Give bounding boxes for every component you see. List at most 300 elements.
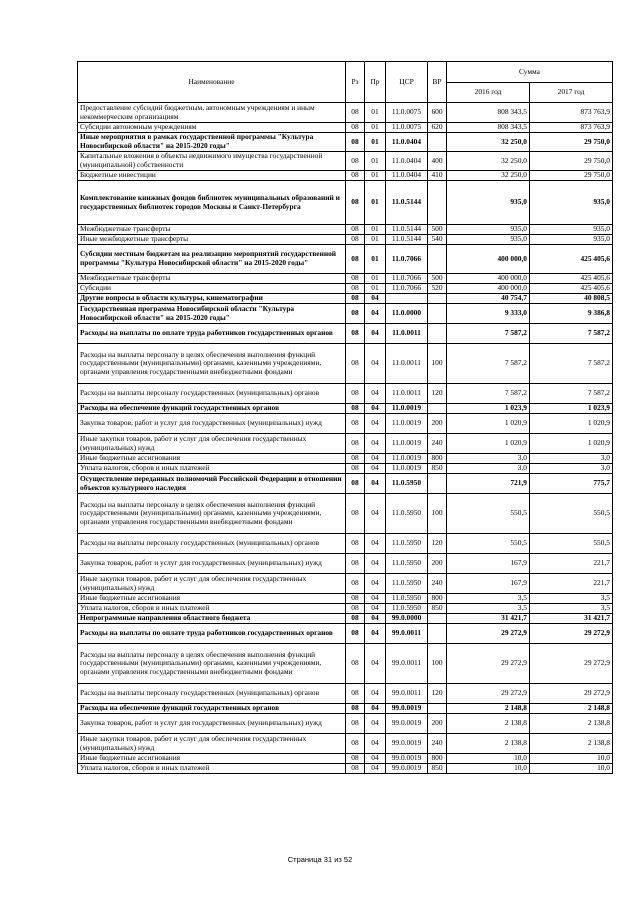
cell-rz: 08 — [346, 434, 365, 454]
table-row — [78, 604, 613, 614]
cell-rz: 08 — [346, 304, 365, 324]
cell-name: Закупка товаров, работ и услуг для государственных (муниципальных) нужд — [78, 414, 346, 434]
table-row — [78, 704, 613, 714]
cell-vr: 200 — [428, 714, 447, 734]
cell-csr — [386, 294, 428, 304]
header-vr: ВР — [428, 62, 447, 103]
cell-name: Капитальные вложения в объекты недвижимого имущества государственной (муниципальной) собственности — [78, 152, 346, 171]
cell-pr: 01 — [365, 133, 386, 152]
cell-name: Расходы на выплаты персоналу государственных (муниципальных) органов — [78, 384, 346, 404]
cell-pr: 04 — [365, 454, 386, 464]
table-row — [78, 304, 613, 324]
cell-rz: 08 — [346, 604, 365, 614]
cell-csr: 11.0.0019 — [386, 434, 428, 454]
cell-csr: 11.0.5950 — [386, 594, 428, 604]
cell-sum-2017: 3,5 — [530, 604, 613, 614]
table-row — [78, 284, 613, 294]
table-row — [78, 171, 613, 181]
cell-name: Расходы на выплаты персоналу в целях обеспечения выполнения функций государственными (муниципальными) органами, казенными учреждениями, органами управления государственными внебюджетными фондами — [78, 644, 346, 684]
cell-csr: 99.0.0011 — [386, 624, 428, 644]
cell-vr: 120 — [428, 684, 447, 704]
table-row — [78, 344, 613, 384]
cell-csr: 99.0.0019 — [386, 714, 428, 734]
cell-csr: 11.0.0404 — [386, 171, 428, 181]
cell-pr: 04 — [365, 734, 386, 754]
cell-rz: 08 — [346, 644, 365, 684]
table-row — [78, 624, 613, 644]
cell-sum-2017: 29 272,9 — [530, 644, 613, 684]
table-row — [78, 133, 613, 152]
cell-csr: 11.0.0019 — [386, 414, 428, 434]
cell-pr: 01 — [365, 274, 386, 284]
cell-rz: 08 — [346, 235, 365, 245]
cell-csr: 11.0.0404 — [386, 133, 428, 152]
cell-pr: 04 — [365, 414, 386, 434]
cell-csr: 11.0.5950 — [386, 474, 428, 494]
cell-sum-2017: 3,5 — [530, 594, 613, 604]
cell-csr: 99.0.0019 — [386, 754, 428, 764]
cell-sum-2017: 7 587,2 — [530, 344, 613, 384]
cell-vr: 850 — [428, 464, 447, 474]
cell-pr: 04 — [365, 754, 386, 764]
cell-csr: 11.0.5144 — [386, 181, 428, 225]
cell-name: Расходы на выплаты персоналу в целях обеспечения выполнения функций государственными (муниципальными) органами, казенными учреждениями, органами управления государственными внебюджетными фондами — [78, 494, 346, 534]
table-row — [78, 454, 613, 464]
table-row — [78, 714, 613, 734]
cell-pr: 04 — [365, 304, 386, 324]
cell-rz: 08 — [346, 614, 365, 624]
cell-pr: 04 — [365, 614, 386, 624]
cell-sum-2017: 935,0 — [530, 225, 613, 235]
table-row — [78, 464, 613, 474]
cell-name: Иные закупки товаров, работ и услуг для обеспечения государственных (муниципальных) нужд — [78, 434, 346, 454]
cell-sum-2017: 29 272,9 — [530, 684, 613, 704]
table-row — [78, 594, 613, 604]
cell-rz: 08 — [346, 123, 365, 133]
table-row — [78, 614, 613, 624]
cell-name: Государственная программа Новосибирской области "Культура Новосибирской области" на 2015-2020 годы" — [78, 304, 346, 324]
cell-sum-2017: 775,7 — [530, 474, 613, 494]
cell-csr: 99.0.0011 — [386, 684, 428, 704]
table-row — [78, 534, 613, 554]
cell-pr: 01 — [365, 225, 386, 235]
cell-sum-2016: 1 020,9 — [447, 414, 530, 434]
cell-pr: 04 — [365, 344, 386, 384]
cell-pr: 04 — [365, 434, 386, 454]
cell-name: Комплектование книжных фондов библиотек муниципальных образований и государственных библиотек городов Москвы и Санкт-Петербурга — [78, 181, 346, 225]
cell-sum-2016: 2 148,8 — [447, 704, 530, 714]
cell-name: Уплата налогов, сборов и иных платежей — [78, 764, 346, 774]
cell-sum-2016: 2 138,8 — [447, 734, 530, 754]
header-pr: Пр — [365, 62, 386, 103]
table-row — [78, 103, 613, 123]
cell-sum-2016: 2 138,8 — [447, 714, 530, 734]
cell-sum-2016: 10,0 — [447, 764, 530, 774]
cell-sum-2017: 1 020,9 — [530, 414, 613, 434]
table-row — [78, 152, 613, 171]
cell-pr: 04 — [365, 384, 386, 404]
cell-sum-2017: 29 272,9 — [530, 624, 613, 644]
cell-pr: 04 — [365, 324, 386, 344]
cell-name: Межбюджетные трансферты — [78, 274, 346, 284]
header-name: Наименование — [78, 62, 346, 103]
cell-vr: 620 — [428, 123, 447, 133]
cell-sum-2016: 40 754,7 — [447, 294, 530, 304]
cell-rz: 08 — [346, 534, 365, 554]
cell-pr: 01 — [365, 152, 386, 171]
cell-sum-2017: 873 763,9 — [530, 123, 613, 133]
cell-csr: 99.0.0019 — [386, 764, 428, 774]
cell-sum-2016: 3,0 — [447, 464, 530, 474]
cell-rz: 08 — [346, 464, 365, 474]
cell-name: Закупка товаров, работ и услуг для государственных (муниципальных) нужд — [78, 714, 346, 734]
table-row — [78, 684, 613, 704]
cell-sum-2016: 31 421,7 — [447, 614, 530, 624]
cell-csr: 11.0.5144 — [386, 225, 428, 235]
cell-vr — [428, 304, 447, 324]
cell-rz: 08 — [346, 414, 365, 434]
cell-pr: 04 — [365, 624, 386, 644]
cell-name: Межбюджетные трансферты — [78, 225, 346, 235]
cell-sum-2016: 3,5 — [447, 604, 530, 614]
cell-sum-2017: 550,5 — [530, 494, 613, 534]
cell-pr: 04 — [365, 474, 386, 494]
cell-sum-2016: 3,0 — [447, 454, 530, 464]
table-row — [78, 235, 613, 245]
cell-name: Расходы на выплаты персоналу государственных (муниципальных) органов — [78, 534, 346, 554]
cell-pr: 01 — [365, 284, 386, 294]
cell-sum-2017: 1 023,9 — [530, 404, 613, 414]
header-rz: Рз — [346, 62, 365, 103]
cell-pr: 01 — [365, 181, 386, 225]
cell-rz: 08 — [346, 103, 365, 123]
table-row — [78, 181, 613, 225]
cell-csr: 11.0.0000 — [386, 304, 428, 324]
table-row — [78, 404, 613, 414]
table-row — [78, 764, 613, 774]
cell-pr: 01 — [365, 171, 386, 181]
cell-pr: 04 — [365, 554, 386, 574]
cell-csr: 11.0.0019 — [386, 454, 428, 464]
table-row — [78, 644, 613, 684]
cell-vr — [428, 294, 447, 304]
table-row — [78, 734, 613, 754]
cell-pr: 04 — [365, 704, 386, 714]
cell-rz: 08 — [346, 494, 365, 534]
cell-name: Иные бюджетные ассигнования — [78, 454, 346, 464]
cell-rz: 08 — [346, 171, 365, 181]
cell-name: Иные межбюджетные трансферты — [78, 235, 346, 245]
cell-rz: 08 — [346, 404, 365, 414]
cell-name: Уплата налогов, сборов и иных платежей — [78, 604, 346, 614]
cell-csr: 11.0.0075 — [386, 103, 428, 123]
cell-vr — [428, 474, 447, 494]
cell-vr: 240 — [428, 574, 447, 594]
cell-vr: 800 — [428, 594, 447, 604]
cell-rz: 08 — [346, 474, 365, 494]
cell-sum-2016: 1 020,9 — [447, 434, 530, 454]
cell-sum-2016: 32 250,0 — [447, 152, 530, 171]
cell-sum-2017: 3,0 — [530, 464, 613, 474]
cell-sum-2016: 808 343,5 — [447, 123, 530, 133]
cell-pr: 04 — [365, 294, 386, 304]
cell-sum-2017: 1 020,9 — [530, 434, 613, 454]
cell-csr: 99.0.0000 — [386, 614, 428, 624]
cell-vr: 120 — [428, 384, 447, 404]
cell-name: Бюджетные инвестиции — [78, 171, 346, 181]
cell-csr: 11.0.0011 — [386, 384, 428, 404]
table-body — [78, 103, 613, 774]
cell-name: Расходы на выплаты по оплате труда работников государственных органов — [78, 624, 346, 644]
cell-rz: 08 — [346, 764, 365, 774]
cell-vr: 200 — [428, 554, 447, 574]
cell-sum-2016: 29 272,9 — [447, 624, 530, 644]
cell-csr: 11.0.5950 — [386, 554, 428, 574]
cell-name: Иные бюджетные ассигнования — [78, 594, 346, 604]
cell-sum-2016: 808 343,5 — [447, 103, 530, 123]
cell-rz: 08 — [346, 714, 365, 734]
cell-sum-2017: 221,7 — [530, 574, 613, 594]
cell-pr: 01 — [365, 123, 386, 133]
cell-name: Расходы на выплаты по оплате труда работников государственных органов — [78, 324, 346, 344]
cell-name: Предоставление субсидий бюджетным, автономным учреждениям и иным некоммерческим организациям — [78, 103, 346, 123]
cell-sum-2016: 167,9 — [447, 574, 530, 594]
table-row — [78, 384, 613, 404]
cell-vr: 520 — [428, 284, 447, 294]
table-row — [78, 225, 613, 235]
cell-pr: 04 — [365, 714, 386, 734]
cell-sum-2017: 221,7 — [530, 554, 613, 574]
table-header — [78, 62, 613, 103]
cell-sum-2016: 550,5 — [447, 534, 530, 554]
cell-rz: 08 — [346, 294, 365, 304]
cell-rz: 08 — [346, 225, 365, 235]
cell-sum-2016: 935,0 — [447, 181, 530, 225]
table-row — [78, 574, 613, 594]
table-row — [78, 123, 613, 133]
cell-vr: 240 — [428, 434, 447, 454]
cell-sum-2017: 7 587,2 — [530, 324, 613, 344]
cell-csr: 11.0.0011 — [386, 324, 428, 344]
cell-vr: 240 — [428, 734, 447, 754]
cell-name: Иные мероприятия в рамках государственной программы "Культура Новосибирской области" на 2015-2020 годы" — [78, 133, 346, 152]
cell-sum-2017: 935,0 — [530, 181, 613, 225]
cell-sum-2016: 3,5 — [447, 594, 530, 604]
cell-vr: 850 — [428, 764, 447, 774]
cell-pr: 04 — [365, 604, 386, 614]
cell-vr: 500 — [428, 274, 447, 284]
cell-sum-2016: 7 587,2 — [447, 384, 530, 404]
cell-pr: 04 — [365, 494, 386, 534]
cell-name: Расходы на обеспечение функций государственных органов — [78, 704, 346, 714]
cell-rz: 08 — [346, 181, 365, 225]
cell-sum-2017: 2 138,8 — [530, 734, 613, 754]
cell-name: Иные закупки товаров, работ и услуг для обеспечения государственных (муниципальных) нужд — [78, 574, 346, 594]
cell-sum-2016: 9 333,0 — [447, 304, 530, 324]
cell-vr — [428, 133, 447, 152]
cell-name: Уплата налогов, сборов и иных платежей — [78, 464, 346, 474]
cell-name: Иные закупки товаров, работ и услуг для обеспечения государственных (муниципальных) нужд — [78, 734, 346, 754]
table-row — [78, 494, 613, 534]
cell-sum-2017: 935,0 — [530, 235, 613, 245]
cell-name: Расходы на выплаты персоналу в целях обеспечения выполнения функций государственными (муниципальными) органами, казенными учреждениями, органами управления государственными внебюджетными фондами — [78, 344, 346, 384]
cell-name: Субсидии автономным учреждениям — [78, 123, 346, 133]
table-row — [78, 754, 613, 764]
cell-vr: 100 — [428, 644, 447, 684]
cell-name: Расходы на обеспечение функций государственных органов — [78, 404, 346, 414]
cell-vr: 410 — [428, 171, 447, 181]
cell-sum-2017: 425 405,6 — [530, 245, 613, 274]
cell-pr: 01 — [365, 245, 386, 274]
cell-rz: 08 — [346, 704, 365, 714]
cell-csr: 11.0.0404 — [386, 152, 428, 171]
cell-rz: 08 — [346, 284, 365, 294]
cell-sum-2017: 10,0 — [530, 754, 613, 764]
cell-sum-2017: 3,0 — [530, 454, 613, 464]
cell-name: Субсидии — [78, 284, 346, 294]
cell-pr: 04 — [365, 764, 386, 774]
cell-vr: 100 — [428, 494, 447, 534]
cell-rz: 08 — [346, 324, 365, 344]
cell-sum-2016: 935,0 — [447, 235, 530, 245]
cell-csr: 11.0.5950 — [386, 494, 428, 534]
cell-rz: 08 — [346, 624, 365, 644]
cell-csr: 11.0.5950 — [386, 604, 428, 614]
table-row — [78, 414, 613, 434]
cell-name: Закупка товаров, работ и услуг для государственных (муниципальных) нужд — [78, 554, 346, 574]
cell-csr: 11.0.7066 — [386, 245, 428, 274]
cell-rz: 08 — [346, 754, 365, 764]
cell-sum-2016: 32 250,0 — [447, 133, 530, 152]
cell-vr — [428, 624, 447, 644]
cell-pr: 04 — [365, 464, 386, 474]
cell-name: Расходы на выплаты персоналу государственных (муниципальных) органов — [78, 684, 346, 704]
cell-vr: 400 — [428, 152, 447, 171]
cell-sum-2016: 721,9 — [447, 474, 530, 494]
cell-name: Другие вопросы в области культуры, кинематографии — [78, 294, 346, 304]
cell-rz: 08 — [346, 554, 365, 574]
cell-sum-2017: 9 386,8 — [530, 304, 613, 324]
table-row — [78, 554, 613, 574]
cell-sum-2017: 29 750,0 — [530, 133, 613, 152]
cell-rz: 08 — [346, 245, 365, 274]
cell-pr: 04 — [365, 574, 386, 594]
cell-vr — [428, 181, 447, 225]
cell-rz: 08 — [346, 594, 365, 604]
cell-pr: 04 — [365, 644, 386, 684]
table-row — [78, 245, 613, 274]
cell-sum-2017: 2 148,8 — [530, 704, 613, 714]
cell-csr: 11.0.5950 — [386, 534, 428, 554]
cell-vr: 100 — [428, 344, 447, 384]
cell-csr: 11.0.7066 — [386, 274, 428, 284]
cell-sum-2017: 40 808,5 — [530, 294, 613, 304]
cell-csr: 11.0.0019 — [386, 464, 428, 474]
cell-vr: 600 — [428, 103, 447, 123]
cell-pr: 04 — [365, 594, 386, 604]
cell-rz: 08 — [346, 152, 365, 171]
cell-vr — [428, 324, 447, 344]
cell-csr: 11.0.5144 — [386, 235, 428, 245]
cell-sum-2017: 873 763,9 — [530, 103, 613, 123]
cell-vr: 850 — [428, 604, 447, 614]
cell-rz: 08 — [346, 384, 365, 404]
cell-rz: 08 — [346, 454, 365, 464]
cell-sum-2016: 400 000,0 — [447, 274, 530, 284]
table-row — [78, 434, 613, 454]
cell-sum-2016: 1 023,9 — [447, 404, 530, 414]
cell-csr: 11.0.0019 — [386, 404, 428, 414]
cell-sum-2017: 425 405,6 — [530, 284, 613, 294]
cell-vr: 800 — [428, 454, 447, 464]
cell-csr: 11.0.0011 — [386, 344, 428, 384]
cell-name: Иные бюджетные ассигнования — [78, 754, 346, 764]
cell-sum-2016: 7 587,2 — [447, 344, 530, 384]
cell-name: Осуществление переданных полномочий Российской Федерации в отношении объектов культурного наследия — [78, 474, 346, 494]
cell-sum-2017: 29 750,0 — [530, 152, 613, 171]
cell-pr: 01 — [365, 103, 386, 123]
cell-sum-2017: 31 421,7 — [530, 614, 613, 624]
cell-pr: 04 — [365, 534, 386, 554]
cell-rz: 08 — [346, 574, 365, 594]
cell-vr — [428, 614, 447, 624]
cell-sum-2017: 2 138,8 — [530, 714, 613, 734]
cell-rz: 08 — [346, 734, 365, 754]
header-2017: 2017 год — [530, 83, 613, 103]
cell-csr: 11.0.5950 — [386, 574, 428, 594]
cell-sum-2017: 29 750,0 — [530, 171, 613, 181]
cell-sum-2017: 7 587,2 — [530, 384, 613, 404]
cell-sum-2016: 29 272,9 — [447, 644, 530, 684]
cell-sum-2016: 400 000,0 — [447, 245, 530, 274]
cell-name: Непрограммные направления областного бюджета — [78, 614, 346, 624]
cell-vr: 120 — [428, 534, 447, 554]
header-sum: Сумма — [447, 62, 613, 83]
table-row — [78, 274, 613, 284]
cell-sum-2016: 400 000,0 — [447, 284, 530, 294]
cell-sum-2017: 550,5 — [530, 534, 613, 554]
cell-vr: 500 — [428, 225, 447, 235]
header-csr: ЦСР — [386, 62, 428, 103]
table-row — [78, 294, 613, 304]
cell-pr: 04 — [365, 684, 386, 704]
cell-vr — [428, 245, 447, 274]
cell-sum-2016: 29 272,9 — [447, 684, 530, 704]
cell-name: Субсидии местным бюджетам на реализацию мероприятий государственной программы "Культура Новосибирской области" на 2015-2020 годы" — [78, 245, 346, 274]
budget-table — [77, 61, 613, 774]
cell-vr: 200 — [428, 414, 447, 434]
cell-rz: 08 — [346, 274, 365, 284]
cell-rz: 08 — [346, 344, 365, 384]
cell-csr: 11.0.0075 — [386, 123, 428, 133]
header-2016: 2016 год — [447, 83, 530, 103]
cell-csr: 99.0.0019 — [386, 704, 428, 714]
cell-sum-2016: 935,0 — [447, 225, 530, 235]
cell-sum-2016: 32 250,0 — [447, 171, 530, 181]
cell-vr: 800 — [428, 754, 447, 764]
cell-sum-2017: 425 405,6 — [530, 274, 613, 284]
cell-vr — [428, 704, 447, 714]
table-row — [78, 474, 613, 494]
table-row — [78, 324, 613, 344]
cell-sum-2016: 7 587,2 — [447, 324, 530, 344]
cell-csr: 11.0.7066 — [386, 284, 428, 294]
cell-rz: 08 — [346, 133, 365, 152]
cell-sum-2017: 10,0 — [530, 764, 613, 774]
cell-vr — [428, 404, 447, 414]
cell-vr: 540 — [428, 235, 447, 245]
cell-sum-2016: 167,9 — [447, 554, 530, 574]
